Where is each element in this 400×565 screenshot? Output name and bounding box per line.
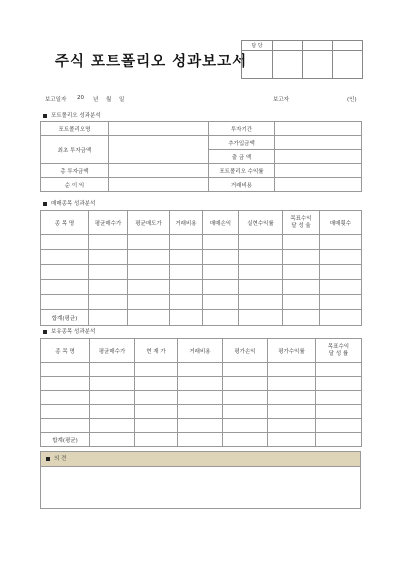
table-row — [41, 280, 362, 295]
opinion-input-area[interactable] — [41, 467, 360, 510]
header-cell: 거래비용 — [170, 211, 203, 235]
header-cell: 종 목 명 — [41, 211, 89, 235]
table-cell[interactable] — [316, 391, 362, 405]
table-cell[interactable] — [89, 295, 128, 310]
header-cell: 현 재 가 — [135, 339, 178, 363]
total-cell[interactable] — [170, 310, 203, 326]
table-cell[interactable] — [239, 280, 283, 295]
portfolio-name-label: 포트폴리오명 — [41, 122, 109, 136]
trading-header-row — [41, 211, 362, 235]
reporter-label: 보고자 — [273, 97, 289, 103]
section-title: 매매종목 성과분석 — [51, 201, 96, 207]
approval-sign-cell[interactable] — [333, 51, 363, 79]
table-cell[interactable] — [268, 405, 316, 419]
section-title: 보유종목 성과분석 — [51, 329, 96, 335]
approval-cell[interactable] — [333, 41, 363, 51]
year-prefix: 20 — [77, 95, 84, 101]
table-row — [41, 363, 362, 377]
total-investment-label: 총 투자금액 — [41, 164, 109, 178]
table-cell[interactable] — [128, 295, 170, 310]
table-cell[interactable] — [239, 235, 283, 250]
table-row — [41, 391, 362, 405]
header-cell: 목표수익 달 성 율 — [283, 211, 320, 235]
trading-cost-label: 거래비용 — [209, 178, 275, 192]
additional-investment-label: 추가입금액 — [209, 136, 275, 150]
month-unit: 월 — [106, 97, 112, 103]
header-cell: 매매손익 — [203, 211, 239, 235]
trading-total-row — [41, 310, 362, 326]
table-cell[interactable] — [283, 250, 320, 265]
table-cell[interactable] — [223, 391, 268, 405]
opinion-header — [41, 452, 360, 467]
table-cell[interactable] — [268, 363, 316, 377]
approval-cell[interactable] — [303, 41, 333, 51]
table-row — [41, 377, 362, 391]
square-bullet-icon — [43, 330, 47, 334]
page-title: 주식 포트폴리오 성과보고서 — [55, 54, 248, 70]
table-cell[interactable] — [135, 363, 178, 377]
approval-box — [241, 40, 363, 79]
table-cell[interactable] — [41, 265, 89, 280]
header-cell: 평가수익률 — [268, 339, 316, 363]
table-cell[interactable] — [320, 235, 362, 250]
square-bullet-icon — [43, 202, 47, 206]
table-cell[interactable] — [90, 391, 135, 405]
portfolio-return-label: 포트폴리오 수익률 — [209, 164, 275, 178]
section-title: 포트폴리오 성과분석 — [51, 113, 101, 119]
table-cell[interactable] — [203, 250, 239, 265]
table-cell[interactable] — [170, 235, 203, 250]
table-cell[interactable] — [135, 391, 178, 405]
total-cell[interactable] — [135, 433, 178, 447]
table-cell[interactable] — [203, 295, 239, 310]
table-cell[interactable] — [239, 295, 283, 310]
table-cell[interactable] — [283, 265, 320, 280]
header-cell: 종 목 명 — [41, 339, 90, 363]
total-cell[interactable] — [268, 433, 316, 447]
table-cell[interactable] — [316, 363, 362, 377]
portfolio-return-value[interactable] — [275, 164, 362, 178]
table-cell[interactable] — [41, 363, 90, 377]
square-bullet-icon — [46, 457, 50, 461]
table-cell[interactable] — [41, 235, 89, 250]
table-cell[interactable] — [268, 419, 316, 433]
table-cell[interactable] — [223, 377, 268, 391]
header-cell: 매매횟수 — [320, 211, 362, 235]
table-cell[interactable] — [90, 363, 135, 377]
header-cell: 평균매도가 — [128, 211, 170, 235]
table-cell[interactable] — [41, 405, 90, 419]
table-cell[interactable] — [320, 280, 362, 295]
table-cell[interactable] — [170, 280, 203, 295]
table-cell[interactable] — [89, 280, 128, 295]
table-cell[interactable] — [283, 235, 320, 250]
header-cell: 거래비용 — [178, 339, 223, 363]
table-cell[interactable] — [178, 391, 223, 405]
portfolio-table — [40, 121, 362, 192]
table-cell[interactable] — [283, 280, 320, 295]
table-cell[interactable] — [41, 391, 90, 405]
total-label: 합계(평균) — [41, 310, 89, 326]
table-cell[interactable] — [178, 419, 223, 433]
opinion-label: 의 견 — [54, 456, 67, 462]
table-cell[interactable] — [128, 250, 170, 265]
total-cell[interactable] — [203, 310, 239, 326]
total-cell[interactable] — [223, 433, 268, 447]
investment-period-value[interactable] — [275, 122, 362, 136]
table-row — [41, 405, 362, 419]
header-cell: 목표수익 달 성 률 — [316, 339, 362, 363]
table-cell[interactable] — [41, 377, 90, 391]
table-cell[interactable] — [128, 265, 170, 280]
table-cell[interactable] — [128, 280, 170, 295]
holdings-total-row — [41, 433, 362, 447]
table-cell[interactable] — [41, 280, 89, 295]
table-cell[interactable] — [89, 265, 128, 280]
net-profit-label: 순 이 익 — [41, 178, 109, 192]
table-cell[interactable] — [170, 265, 203, 280]
table-cell[interactable] — [178, 363, 223, 377]
total-investment-value[interactable] — [109, 164, 209, 178]
total-cell[interactable] — [89, 310, 128, 326]
total-cell[interactable] — [128, 310, 170, 326]
table-row — [41, 295, 362, 310]
initial-investment-label: 최초 투자금액 — [41, 136, 109, 164]
table-cell[interactable] — [320, 265, 362, 280]
table-cell[interactable] — [203, 280, 239, 295]
table-row — [41, 250, 362, 265]
table-cell[interactable] — [223, 405, 268, 419]
table-cell[interactable] — [223, 363, 268, 377]
day-unit: 일 — [119, 97, 125, 103]
portfolio-name-value[interactable] — [109, 122, 209, 136]
table-cell[interactable] — [223, 419, 268, 433]
table-cell[interactable] — [283, 295, 320, 310]
table-cell[interactable] — [89, 235, 128, 250]
square-bullet-icon — [43, 114, 47, 118]
total-cell[interactable] — [239, 310, 283, 326]
additional-investment-value[interactable] — [275, 136, 362, 150]
table-cell[interactable] — [178, 405, 223, 419]
table-cell[interactable] — [239, 265, 283, 280]
table-cell[interactable] — [90, 377, 135, 391]
table-cell[interactable] — [316, 405, 362, 419]
total-cell[interactable] — [320, 310, 362, 326]
approval-cell[interactable] — [273, 41, 303, 51]
table-cell[interactable] — [239, 250, 283, 265]
table-cell[interactable] — [203, 235, 239, 250]
investment-period-label: 투자기간 — [209, 122, 275, 136]
holdings-header-row — [41, 339, 362, 363]
total-cell[interactable] — [90, 433, 135, 447]
table-cell[interactable] — [320, 250, 362, 265]
table-cell[interactable] — [128, 235, 170, 250]
table-cell[interactable] — [170, 295, 203, 310]
total-cell[interactable] — [316, 433, 362, 447]
table-cell[interactable] — [90, 419, 135, 433]
initial-investment-value[interactable] — [109, 136, 209, 164]
withdrawal-label: 출 금 액 — [209, 150, 275, 164]
table-cell[interactable] — [135, 405, 178, 419]
table-cell[interactable] — [90, 405, 135, 419]
seal-mark: (인) — [347, 97, 357, 103]
table-cell[interactable] — [170, 250, 203, 265]
table-cell[interactable] — [268, 377, 316, 391]
header-cell: 평가손익 — [223, 339, 268, 363]
table-row — [41, 265, 362, 280]
section-heading-portfolio — [43, 111, 101, 119]
table-row — [41, 235, 362, 250]
section-heading-trading — [43, 199, 95, 207]
table-cell[interactable] — [41, 295, 89, 310]
section-heading-holdings — [43, 327, 95, 335]
trading-table — [40, 210, 362, 326]
header-cell: 평균매수가 — [89, 211, 128, 235]
total-label: 합계(평균) — [41, 433, 90, 447]
total-cell[interactable] — [283, 310, 320, 326]
table-row — [41, 419, 362, 433]
table-cell[interactable] — [135, 419, 178, 433]
trading-cost-value[interactable] — [275, 178, 362, 192]
opinion-box — [40, 451, 361, 509]
approval-sign-cell[interactable] — [303, 51, 333, 79]
table-cell[interactable] — [135, 377, 178, 391]
total-cell[interactable] — [178, 433, 223, 447]
year-unit: 년 — [93, 97, 99, 103]
approval-sign-cell[interactable] — [273, 51, 303, 79]
approval-label: 담 당 — [242, 41, 273, 51]
table-cell[interactable] — [89, 250, 128, 265]
table-cell[interactable] — [178, 377, 223, 391]
header-cell: 평균매수가 — [90, 339, 135, 363]
approval-sign-cell[interactable] — [242, 51, 273, 79]
holdings-table — [40, 338, 362, 447]
withdrawal-value[interactable] — [275, 150, 362, 164]
table-cell[interactable] — [268, 391, 316, 405]
net-profit-value[interactable] — [109, 178, 209, 192]
table-cell[interactable] — [41, 250, 89, 265]
table-cell[interactable] — [41, 419, 90, 433]
table-cell[interactable] — [203, 265, 239, 280]
table-cell[interactable] — [320, 295, 362, 310]
table-cell[interactable] — [316, 377, 362, 391]
report-date-label: 보고일자 — [45, 97, 67, 103]
header-cell: 실현수익률 — [239, 211, 283, 235]
table-cell[interactable] — [316, 419, 362, 433]
